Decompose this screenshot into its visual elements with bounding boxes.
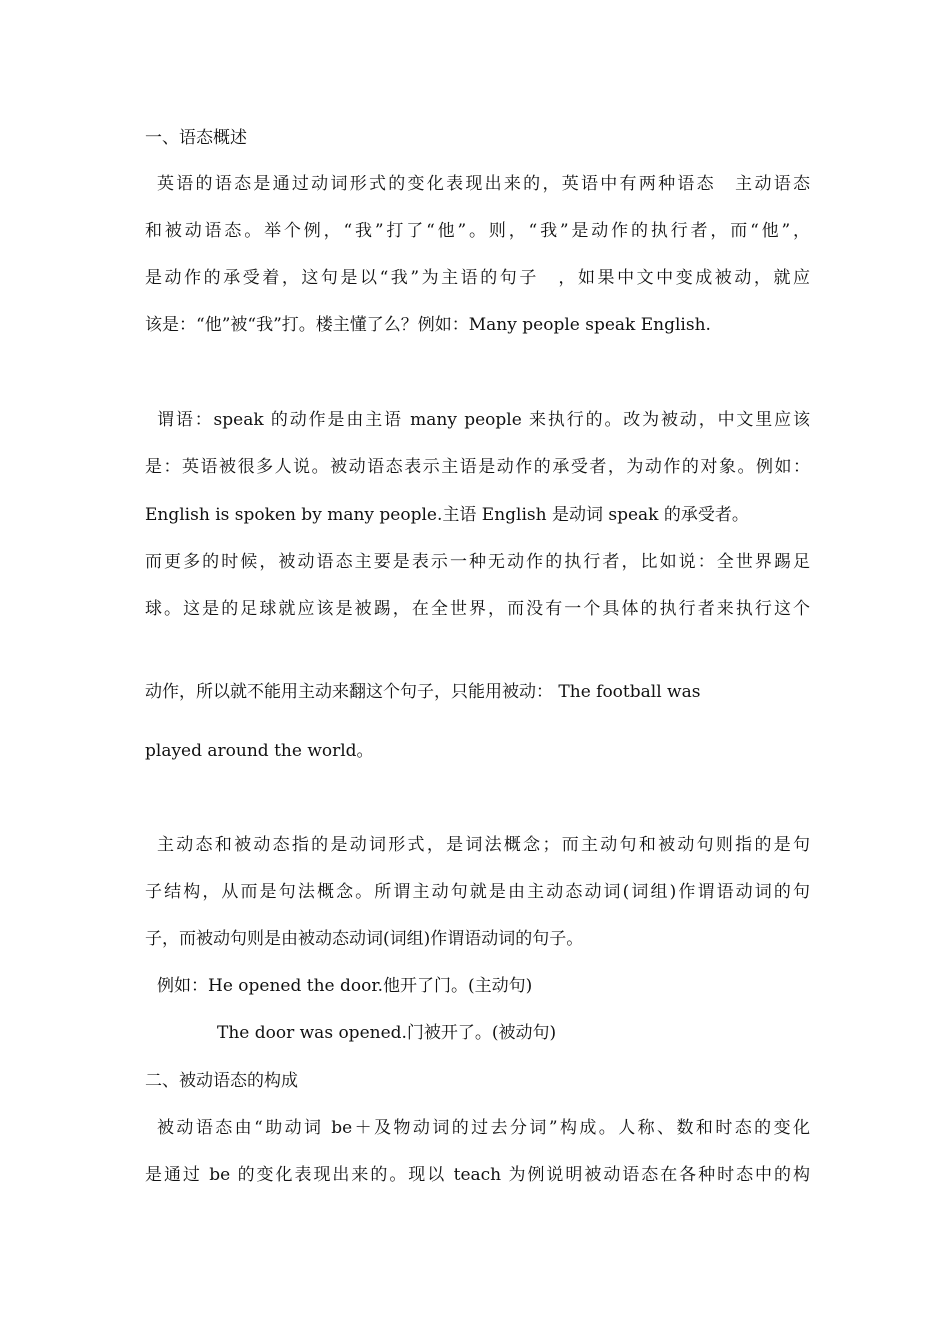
paragraph-line: 动作，所以就不能用主动来翻这个句子，只能用被动： The football was [145,682,701,702]
paragraph-line: 该是：“他”被“我”打。楼主懂了么？例如：Many people speak English. [145,315,711,335]
section-heading-voice-overview: 一、语态概述 [145,128,247,148]
paragraph-line: 球。这是的足球就应该是被踢，在全世界，而没有一个具体的执行者来执行这个 [145,599,810,619]
example-line-passive: The door was opened.门被开了。(被动句) [217,1023,557,1043]
example-line-active: 例如：He opened the door.他开了门。(主动句) [157,976,533,996]
paragraph-line: 主动态和被动态指的是动词形式，是词法概念；而主动句和被动句则指的是句 [157,835,810,855]
paragraph-line: 是动作的承受着，这句是以“我”为主语的句子 ，如果中文中变成被动，就应 [145,268,810,288]
section-heading-passive-formation: 二、被动语态的构成 [145,1071,298,1091]
paragraph-line: 是通过 be 的变化表现出来的。现以 teach 为例说明被动语态在各种时态中的构 [145,1165,810,1185]
paragraph-line: 子结构，从而是句法概念。所谓主动句就是由主动态动词(词组)作谓语动词的句 [145,882,810,902]
paragraph-line: English is spoken by many people.主语 English 是动词 speak 的承受者。 [145,505,749,525]
paragraph-line: 英语的语态是通过动词形式的变化表现出来的，英语中有两种语态 主动语态 [157,174,810,194]
paragraph-line: 是：英语被很多人说。被动语态表示主语是动作的承受者，为动作的对象。例如： [145,457,810,477]
paragraph-line: 谓语：speak 的动作是由主语 many people 来执行的。改为被动，中文里应该 [157,410,810,430]
paragraph-line: 而更多的时候，被动语态主要是表示一种无动作的执行者，比如说：全世界踢足 [145,552,810,572]
paragraph-line: 被动语态由“助动词 be＋及物动词的过去分词”构成。人称、数和时态的变化 [157,1118,810,1138]
paragraph-line: 子，而被动句则是由被动态动词(词组)作谓语动词的句子。 [145,929,584,949]
paragraph-line: played around the world。 [145,741,374,761]
paragraph-line: 和被动语态。举个例，“我”打了“他”。则，“我”是动作的执行者，而“他”， [145,221,810,241]
